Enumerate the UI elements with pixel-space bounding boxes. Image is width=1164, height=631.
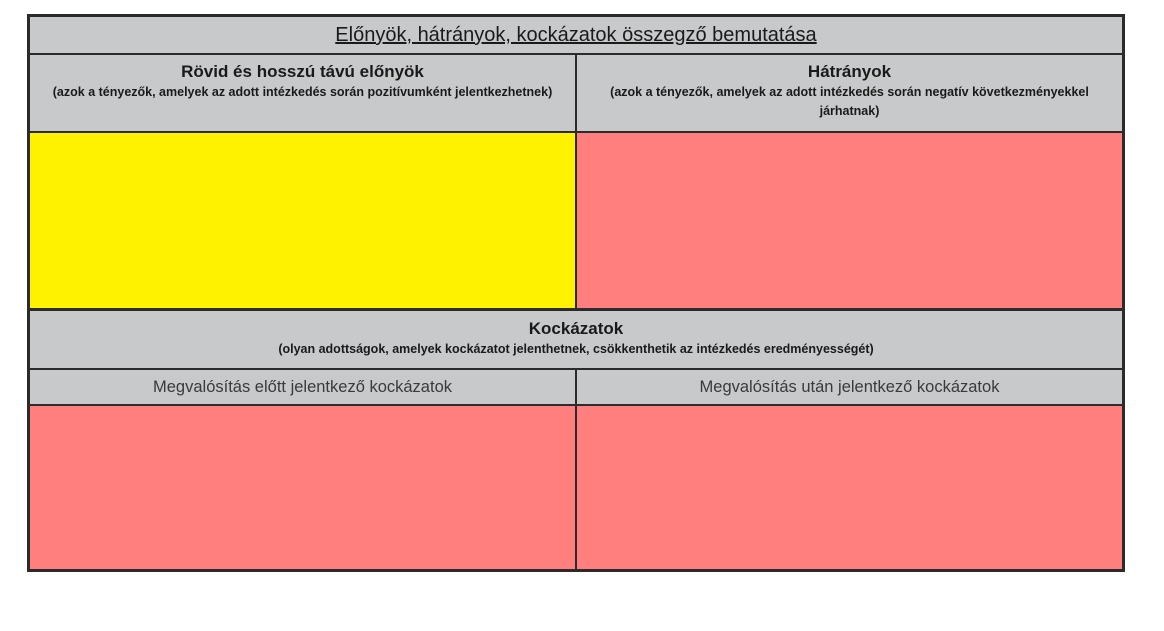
risks-after-content-cell[interactable] bbox=[577, 406, 1122, 569]
drawbacks-subtitle: (azok a tényezők, amelyek az adott intézkedés során negatív következményekkel járhatnak) bbox=[610, 85, 1089, 118]
benefits-content-cell[interactable] bbox=[30, 133, 577, 311]
benefits-title: Rövid és hosszú távú előnyök bbox=[181, 62, 424, 81]
benefits-subtitle: (azok a tényezők, amelyek az adott intézkedés során pozitívumként jelentkezhetnek) bbox=[52, 85, 553, 99]
risks-header bbox=[30, 311, 1122, 370]
table-title: Előnyök, hátrányok, kockázatok összegző bemutatása bbox=[30, 17, 1122, 55]
risks-before-content-cell[interactable] bbox=[30, 406, 577, 569]
risks-before-header: Megvalósítás előtt jelentkező kockázatok bbox=[30, 370, 577, 406]
benefits-header bbox=[30, 55, 577, 133]
drawbacks-content-cell[interactable] bbox=[577, 133, 1122, 311]
drawbacks-header bbox=[577, 55, 1122, 133]
risks-title: Kockázatok bbox=[528, 319, 624, 338]
summary-table bbox=[27, 14, 1125, 572]
risks-subtitle: (olyan adottságok, amelyek kockázatot jelenthetnek, csökkenthetik az intézkedés eredményességét) bbox=[278, 342, 874, 356]
risks-after-header: Megvalósítás után jelentkező kockázatok bbox=[577, 370, 1122, 406]
drawbacks-title: Hátrányok bbox=[807, 62, 892, 81]
